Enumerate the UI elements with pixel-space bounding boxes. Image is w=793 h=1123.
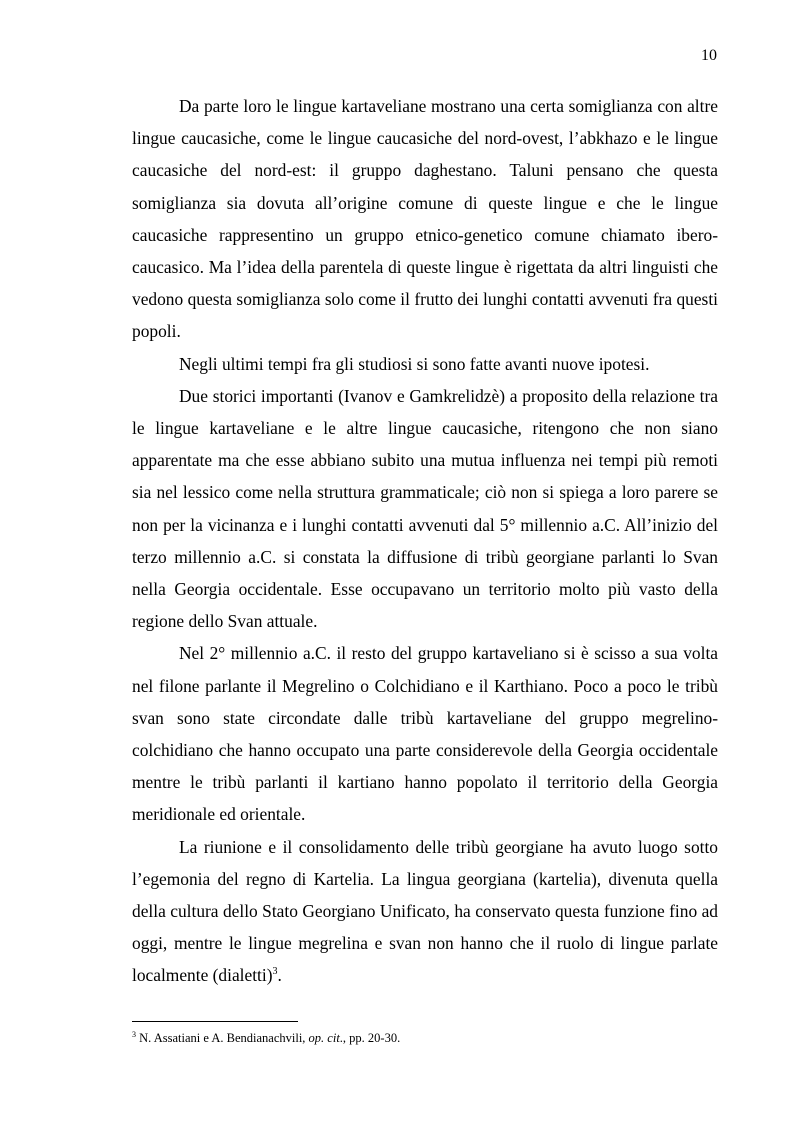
paragraph-5-text: La riunione e il consolidamento delle tribù georgiane ha avuto luogo sotto l’egemonia del regno di Kartelia. La lingua georgiana (kartelia), divenuta quella della cultura dello Stato Georgiano Unificato, ha conservato questa funzione fino ad oggi, mentre le lingue megrelina e svan non hanno che il ruolo di lingue parlate localmente (dialetti) <box>132 836 718 986</box>
page-number: 10 <box>701 47 717 64</box>
paragraph-2: Negli ultimi tempi fra gli studiosi si sono fatte avanti nuove ipotesi. <box>179 353 650 374</box>
paragraph-4: Nel 2° millennio a.C. il resto del gruppo kartaveliano si è scisso a sua volta nel filone parlante il Megrelino o Colchidiano e il Karthiano. Poco a poco le tribù svan sono state circondate dalle tribù kartaveliane del gruppo megrelino-colchidiano che hanno occupato una parte considerevole della Georgia occidentale mentre le tribù parlanti il kartiano hanno popolato il territorio della Georgia meridionale ed orientale. <box>132 643 718 825</box>
paragraph-5 <box>132 831 718 992</box>
body-text <box>132 90 718 992</box>
footnote-text-before: N. Assatiani e A. Bendianachvili, <box>136 1031 309 1045</box>
footnote-italic: op. cit <box>308 1031 340 1045</box>
footnote-text-after: ., pp. 20-30. <box>339 1031 401 1045</box>
footnote <box>132 1030 400 1046</box>
footnote-separator <box>132 1021 298 1022</box>
footnote-marker: 3 <box>132 1029 136 1039</box>
paragraph-1: Da parte loro le lingue kartaveliane mostrano una certa somiglianza con altre lingue caucasiche, come le lingue caucasiche del nord-ovest, l’abkhazo e le lingue caucasiche del nord-est: il gruppo daghestano. Taluni pensano che questa somiglianza sia dovuta all’origine comune di queste lingue e che le lingue caucasiche rappresentino un gruppo etnico-genetico comune chiamato ibero-caucasico. Ma l’idea della parentela di queste lingue è rigettata da altri linguisti che vedono questa somiglianza solo come il frutto dei lunghi contatti avvenuti fra questi popoli. <box>132 96 718 342</box>
paragraph-3: Due storici importanti (Ivanov e Gamkrelidzè) a proposito della relazione tra le lingue kartaveliane e le altre lingue caucasiche, ritengono che non siano apparentate ma che esse abbiano subito una mutua influenza nei tempi più remoti sia nel lessico come nella struttura grammaticale; ciò non si spiega a loro parere se non per la vicinanza e i lunghi contatti avvenuti dal 5° millennio a.C. All’inizio del terzo millennio a.C. si constata la diffusione di tribù georgiane parlanti lo Svan nella Georgia occidentale. Esse occupavano un territorio molto più vasto della regione dello Svan attuale. <box>132 385 718 632</box>
footnote-reference: 3 <box>272 966 278 978</box>
paragraph-5-end: . <box>277 965 282 986</box>
